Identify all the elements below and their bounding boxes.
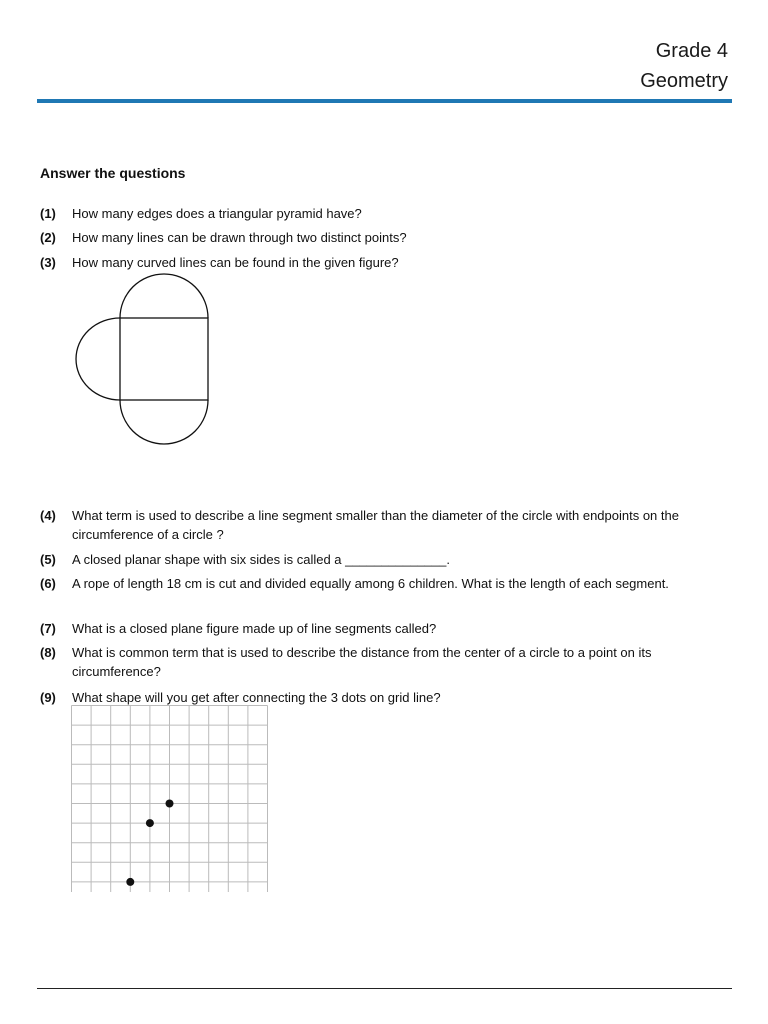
question-text: What shape will you get after connecting the 3 dots on grid line? <box>72 690 441 705</box>
question-1 <box>40 204 690 223</box>
question-number: (6) <box>40 576 56 591</box>
question-number: (4) <box>40 508 56 523</box>
grade-label: Grade 4 <box>655 40 728 62</box>
question-text: How many edges does a triangular pyramid have? <box>72 206 362 221</box>
footer-divider <box>37 988 732 989</box>
question-4 <box>40 506 690 544</box>
question-text: A rope of length 18 cm is cut and divided equally among 6 children. What is the length of each segment. <box>72 576 669 591</box>
question-text: What is common term that is used to describe the distance from the center of a circle to a point on its circumference? <box>72 645 652 679</box>
curved-shapes-figure <box>70 272 215 452</box>
grid-dot <box>166 800 174 808</box>
question-3 <box>40 253 690 272</box>
dot-grid <box>70 704 270 892</box>
question-number: (3) <box>40 255 56 270</box>
question-7 <box>40 619 690 638</box>
question-number: (5) <box>40 552 56 567</box>
grid-dot <box>146 819 154 827</box>
section-title: Answer the questions <box>40 165 186 181</box>
question-number: (8) <box>40 645 56 660</box>
figure-left-semicircle <box>76 318 120 400</box>
question-text: A closed planar shape with six sides is called a ______________. <box>72 552 450 567</box>
page-header <box>640 36 728 96</box>
question-2 <box>40 228 690 247</box>
subject-label: Geometry <box>640 70 728 92</box>
figure-top-semicircle <box>120 274 208 318</box>
question-5 <box>40 550 690 569</box>
question-8 <box>40 643 690 681</box>
question-text: How many lines can be drawn through two distinct points? <box>72 230 407 245</box>
grid-dot <box>126 878 134 886</box>
figure-square <box>120 318 208 400</box>
question-text: How many curved lines can be found in the given figure? <box>72 255 399 270</box>
question-number: (9) <box>40 690 56 705</box>
question-number: (1) <box>40 206 56 221</box>
figure-bottom-semicircle <box>120 400 208 444</box>
header-divider <box>37 99 732 103</box>
question-text: What is a closed plane figure made up of line segments called? <box>72 621 437 636</box>
question-number: (2) <box>40 230 56 245</box>
question-6 <box>40 574 690 593</box>
question-text: What term is used to describe a line segment smaller than the diameter of the circle with endpoints on the circumference of a circle ? <box>72 508 679 542</box>
question-number: (7) <box>40 621 56 636</box>
